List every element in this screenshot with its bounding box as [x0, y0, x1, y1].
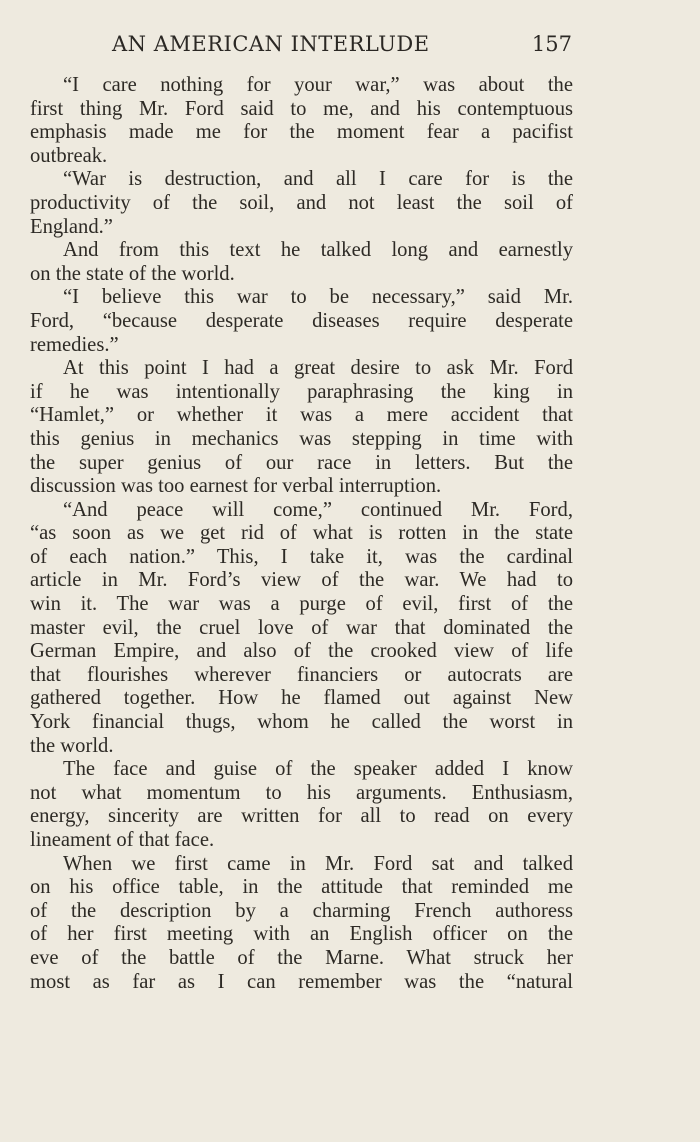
text-line: this genius in mechanics was stepping in time with: [30, 427, 573, 450]
text-line: The face and guise of the speaker added I know: [63, 758, 573, 781]
text-line: York financial thugs, whom he called the worst in: [30, 711, 573, 734]
text-line: on the state of the world.: [30, 262, 235, 285]
text-line: “War is destruction, and all I care for is the: [63, 168, 573, 191]
page-number: 157: [531, 32, 572, 56]
page-header: [112, 32, 572, 64]
text-line: “I care nothing for your war,” was about the: [63, 74, 573, 96]
text-line: lineament of that face.: [30, 829, 215, 851]
text-line: eve of the battle of the Marne. What struck her: [30, 946, 573, 969]
body-text: [30, 74, 573, 994]
text-line: first thing Mr. Ford said to me, and his contemptuous: [30, 97, 573, 120]
text-line: not what momentum to his arguments. Enthusiasm,: [30, 781, 573, 804]
text-line: energy, sincerity are written for all to read on every: [30, 805, 573, 828]
text-line: emphasis made me for the moment fear a pacifist: [30, 121, 573, 144]
text-line: “as soon as we get rid of what is rotten in the state: [30, 522, 573, 545]
text-line: of the description by a charming French authoress: [30, 899, 573, 922]
text-line: And from this text he talked long and earnestly: [63, 239, 573, 262]
text-line: of her first meeting with an English officer on the: [30, 923, 573, 946]
text-line: “I believe this war to be necessary,” said Mr.: [63, 286, 573, 309]
text-line: of each nation.” This, I take it, was the cardinal: [30, 545, 573, 568]
text-line: if he was intentionally paraphrasing the king in: [30, 380, 573, 403]
text-line: productivity of the soil, and not least the soil of: [30, 191, 573, 214]
text-line: Ford, “because desperate diseases require desperate: [30, 309, 573, 332]
text-line: remedies.”: [30, 333, 119, 356]
text-line: “And peace will come,” continued Mr. Ford,: [63, 498, 573, 521]
text-line: outbreak.: [30, 144, 108, 167]
text-line: most as far as I can remember was the “natural: [30, 970, 573, 993]
text-line: At this point I had a great desire to ask Mr. Ford: [63, 357, 573, 380]
text-line: gathered together. How he flamed out against New: [30, 687, 573, 710]
text-line: that flourishes wherever financiers or autocrats are: [30, 663, 573, 686]
text-line: When we first came in Mr. Ford sat and talked: [63, 852, 573, 875]
text-line: the super genius of our race in letters. But the: [30, 451, 573, 474]
text-line: the world.: [30, 734, 114, 757]
text-line: article in Mr. Ford’s view of the war. We had to: [30, 569, 573, 592]
text-line: German Empire, and also of the crooked view of life: [30, 640, 573, 663]
text-line: discussion was too earnest for verbal interruption.: [30, 475, 442, 498]
running-title: AN AMERICAN INTERLUDE: [112, 32, 430, 56]
text-line: “Hamlet,” or whether it was a mere accident that: [30, 404, 573, 427]
text-line: England.”: [30, 215, 113, 238]
text-line: master evil, the cruel love of war that dominated the: [30, 616, 573, 639]
text-line: win it. The war was a purge of evil, first of the: [30, 593, 573, 616]
text-line: on his office table, in the attitude that reminded me: [30, 876, 573, 899]
